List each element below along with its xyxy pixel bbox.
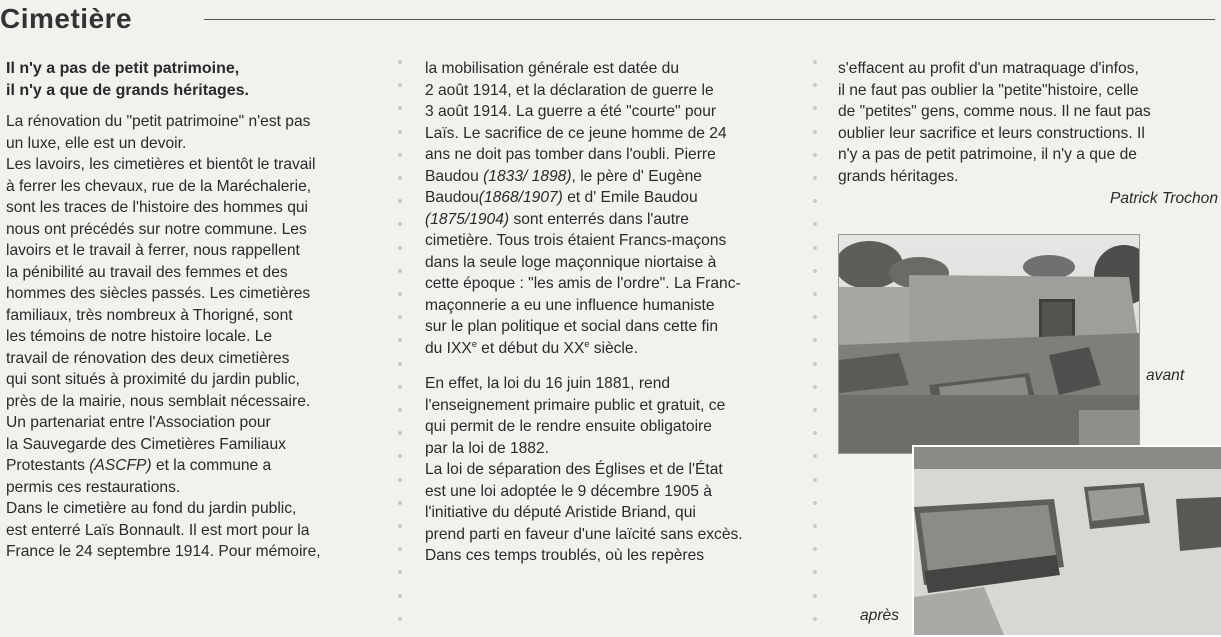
italic-acronym: (ASCFP)	[89, 457, 152, 474]
text-line: la pénibilité au travail des femmes et des	[6, 263, 288, 281]
text-line: Baudou	[425, 167, 479, 185]
superscript: e	[471, 338, 477, 349]
divider-dot	[398, 524, 402, 528]
divider-dot	[398, 130, 402, 134]
text-line: un luxe, elle est un devoir.	[6, 134, 187, 152]
italic-dates: (1875/1904)	[425, 210, 510, 228]
divider-dot	[398, 153, 402, 157]
text-line: hommes des siècles passés. Les cimetières	[6, 285, 311, 302]
divider-dot	[398, 83, 402, 87]
column-3	[838, 58, 1218, 210]
text-line: 3 août 1914. La guerre a été "courte" pour	[425, 103, 717, 120]
divider-dot	[813, 338, 817, 342]
divider-dot	[398, 570, 402, 574]
text-line: près de la mairie, nous semblait nécessaire.	[6, 392, 311, 410]
text-line: dans la seule loge maçonnique niortaise à	[425, 253, 717, 271]
text-line: , le père d' Eugène	[571, 167, 702, 185]
divider-dot	[813, 130, 817, 134]
divider-dot	[398, 408, 402, 412]
text-line: cimetière. Tous trois étaient Francs-maçons	[425, 232, 727, 249]
divider-dot	[398, 199, 402, 203]
text-line: l'enseignement primaire public et gratuit, ce	[425, 396, 726, 414]
divider-dot	[398, 478, 402, 482]
italic-dates: (1868/1907)	[478, 189, 563, 206]
title-rule	[204, 19, 1215, 20]
superscript: e	[584, 338, 590, 349]
divider-dot	[398, 292, 402, 296]
text-line: ans ne doit pas tomber dans l'oubli. Pierre	[425, 146, 716, 163]
column-2	[425, 58, 800, 567]
divider-dot	[398, 315, 402, 319]
divider-dot	[813, 478, 817, 482]
divider-dot	[398, 617, 402, 621]
text-line: qui permit de le rendre ensuite obligatoire	[425, 418, 712, 435]
paragraph	[425, 58, 800, 359]
text-line: Baudou	[425, 189, 479, 206]
text-line: lavoirs et le travail à ferrer, nous rappellent	[6, 242, 300, 259]
text-line: sont enterrés dans l'autre	[513, 210, 689, 228]
text-line: grands héritages.	[838, 167, 959, 185]
divider-dot	[398, 246, 402, 250]
divider-dot	[813, 431, 817, 435]
divider-dot	[398, 106, 402, 110]
text-line: France le 24 septembre 1914. Pour mémoire,	[6, 543, 321, 560]
text-line: familiaux, très nombreux à Thorigné, sont	[6, 306, 293, 324]
text-line: de "petites" gens, comme nous. Il ne faut pas	[838, 103, 1151, 120]
divider-dot	[398, 176, 402, 180]
text-line: cette époque : "les amis de l'ordre". La Franc-	[425, 275, 741, 292]
divider-dot	[813, 246, 817, 250]
paragraph	[425, 373, 800, 567]
text-line: par la loi de 1882.	[425, 439, 549, 457]
divider-dot	[398, 385, 402, 389]
divider-dot	[813, 60, 817, 64]
divider-dot	[813, 222, 817, 226]
article-title: Cimetière	[0, 3, 133, 34]
text-line: l'initiative du député Aristide Briand, qui	[425, 504, 696, 521]
text-line: Protestants	[6, 457, 85, 474]
text-line: La loi de séparation des Églises et de l'État	[425, 461, 723, 478]
lead-quote	[6, 58, 386, 101]
divider-dot	[813, 362, 817, 366]
text-line: et la commune a	[155, 457, 272, 474]
divider-dot	[398, 338, 402, 342]
text-line: La rénovation du "petit patrimoine" n'est pas	[6, 113, 311, 130]
text-line: travail de rénovation des deux cimetières	[6, 349, 290, 367]
text-line: et début du XX	[481, 339, 585, 357]
text-line: permis ces restaurations.	[6, 478, 181, 496]
text-line: siècle.	[593, 339, 638, 357]
divider-dot	[813, 570, 817, 574]
column-1	[6, 58, 386, 563]
text-line: les témoins de notre histoire locale. Le	[6, 328, 273, 345]
text-line: la mobilisation générale est datée du	[425, 60, 679, 77]
divider-dot	[398, 454, 402, 458]
author-signature: Patrick Trochon	[1109, 190, 1218, 207]
divider-dot	[813, 454, 817, 458]
divider-dot	[813, 153, 817, 157]
divider-dot	[813, 292, 817, 296]
divider-dot	[813, 315, 817, 319]
text-line: et d' Emile Baudou	[567, 189, 698, 206]
divider-dot	[813, 106, 817, 110]
text-line: 2 août 1914, et la déclaration de guerre le	[425, 81, 714, 99]
photo-after	[912, 445, 1221, 637]
text-line: oublier leur sacrifice et leurs constructions. Il	[838, 124, 1145, 142]
caption-before: avant	[1146, 367, 1185, 384]
text-line: s'effacent au profit d'un matraquage d'infos,	[838, 60, 1139, 77]
text-line: Un partenariat entre l'Association pour	[6, 414, 271, 431]
divider-dot	[813, 199, 817, 203]
paragraph	[6, 111, 386, 563]
text-line: Dans le cimetière au fond du jardin public,	[6, 500, 297, 517]
text-line: est une loi adoptée le 9 décembre 1905 à	[425, 482, 712, 500]
divider-dot	[813, 524, 817, 528]
divider-dot	[813, 385, 817, 389]
text-line: Les lavoirs, les cimetières et bientôt le travail	[6, 156, 316, 173]
text-line: à ferrer les chevaux, rue de la Maréchalerie,	[6, 177, 312, 195]
divider-dot	[398, 222, 402, 226]
text-line: est enterré Laïs Bonnault. Il est mort pour la	[6, 521, 310, 539]
divider-dot	[813, 617, 817, 621]
divider-dot	[398, 362, 402, 366]
photo-before	[838, 234, 1140, 454]
lead-line-1: Il n'y a pas de petit patrimoine,	[6, 60, 240, 77]
divider-dot	[398, 594, 402, 598]
divider-dot	[398, 269, 402, 273]
divider-dot	[398, 431, 402, 435]
divider-dot	[813, 501, 817, 505]
divider-dot	[398, 547, 402, 551]
divider-dot	[398, 60, 402, 64]
text-line: qui sont situés à proximité du jardin public,	[6, 371, 300, 388]
text-line: nous ont précédés sur notre commune. Les	[6, 220, 307, 238]
text-line: Dans ces temps troublés, où les repères	[425, 547, 705, 564]
divider-dot	[813, 408, 817, 412]
divider-dot	[813, 547, 817, 551]
text-line: du IXX	[425, 339, 472, 357]
text-line: sont les traces de l'histoire des hommes qui	[6, 199, 308, 216]
lead-line-2: il n'y a que de grands héritages.	[6, 81, 249, 99]
divider-dot	[813, 83, 817, 87]
text-line: maçonnerie a eu une influence humaniste	[425, 296, 715, 314]
text-line: la Sauvegarde des Cimetières Familiaux	[6, 435, 286, 453]
divider-dot	[813, 176, 817, 180]
caption-after: après	[860, 607, 900, 624]
text-line: En effet, la loi du 16 juin 1881, rend	[425, 375, 671, 392]
text-line: sur le plan politique et social dans cette fin	[425, 318, 718, 335]
divider-dot	[398, 501, 402, 505]
italic-dates: (1833/ 1898)	[483, 167, 572, 185]
divider-dot	[813, 269, 817, 273]
paragraph	[838, 58, 1218, 187]
text-line: il ne faut pas oublier la "petite"histoire, celle	[838, 81, 1139, 99]
text-line: prend parti en faveur d'une laïcité sans excès.	[425, 525, 743, 543]
article-header	[0, 2, 1221, 36]
text-line: Laïs. Le sacrifice de ce jeune homme de 24	[425, 124, 727, 142]
text-line: n'y a pas de petit patrimoine, il n'y a que de	[838, 146, 1137, 163]
divider-dot	[813, 594, 817, 598]
